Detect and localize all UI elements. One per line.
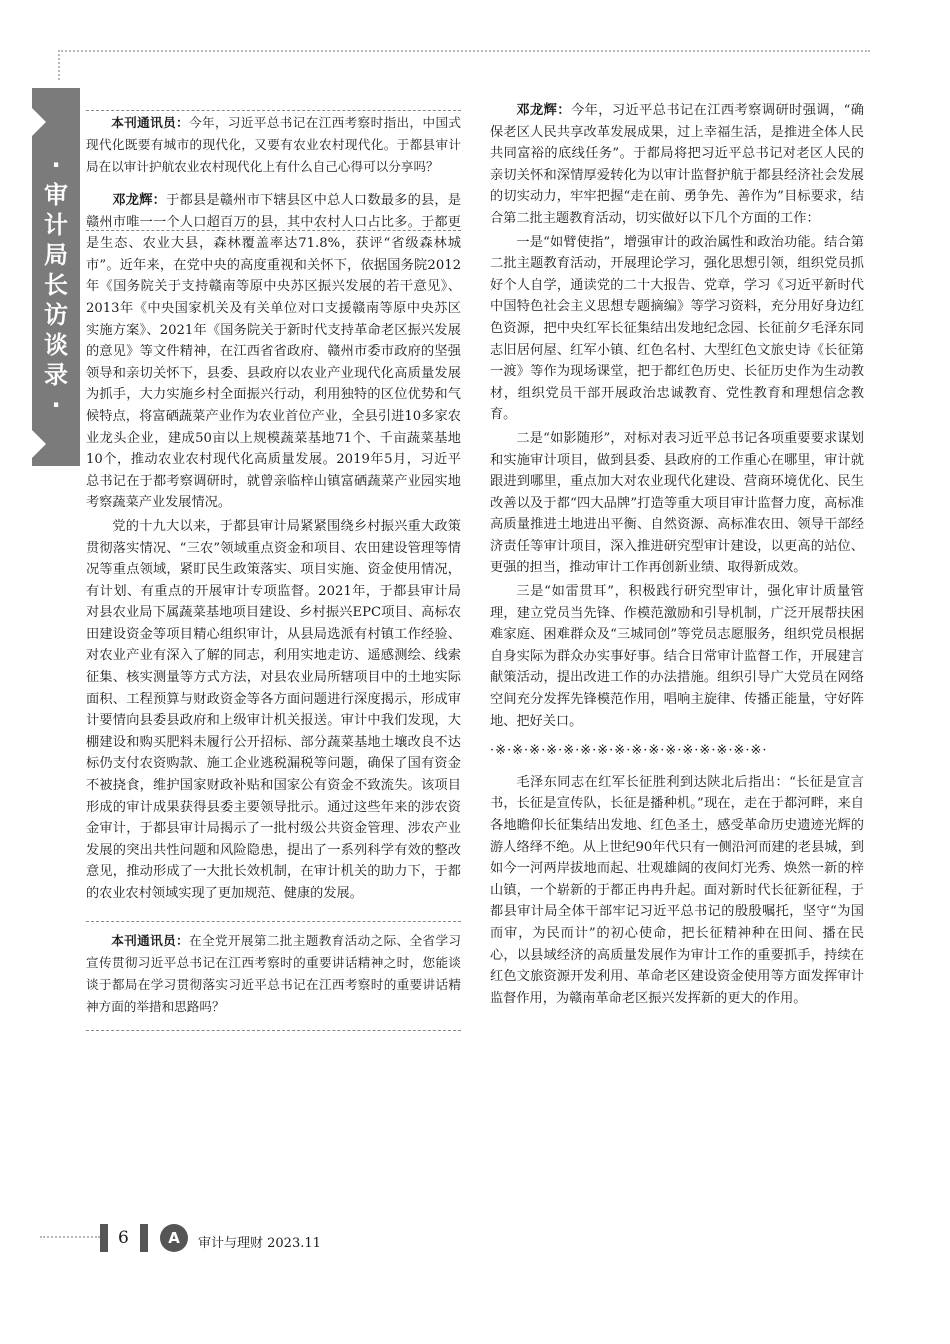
section-title-char: 审 (44, 181, 68, 209)
journal-logo-icon: A (160, 1224, 188, 1252)
question-rule-bottom (86, 230, 461, 231)
section-title-char: 长 (44, 271, 68, 299)
section-title-char: 录 (44, 361, 68, 389)
paragraph-text: 毛泽东同志在红军长征胜利到达陕北后指出：“长征是宣言书，长征是宣传队，长征是播种机。”现在，走在于都河畔，来自各地瞻仰长征集结出发地、红色圣土，感受革命历史遗迹光辉的游人络绎不绝。从上世纪90年代只有一侧沿河而建的老县城，到如今一河两岸拔地而起、壮观雄阔的夜间灯光秀、焕然一新的梓山镇，一个崭新的于都正冉冉升起。面对新时代长征新征程，于都县审计局全体干部牢记习近平总书记的殷殷嘱托，坚守“为国而审，为民而计”的初心使命，把长征精神种在田间、播在民心，以县域经济的高质量发展作为审计工作的重要抓手，持续在红色文旅资源开发利用、革命老区建设资金使用等方面发挥审计监督作用，为赣南革命老区振兴发挥新的更大的作用。 (490, 774, 864, 1006)
section-title-char: · (51, 151, 61, 179)
page-number-bracket-right (140, 1224, 148, 1252)
dotted-border-bottom (40, 1236, 100, 1238)
section-title (32, 150, 80, 420)
interviewer-question-1 (86, 112, 461, 178)
page-number-bracket-left (100, 1224, 108, 1252)
spacer (86, 907, 461, 921)
journal-title: 审计与理财 2023.11 (198, 1236, 321, 1251)
dotted-border-left (58, 50, 60, 80)
answer-paragraph (86, 190, 461, 514)
speaker-label: 本刊通讯员： (111, 932, 190, 948)
sidebar-notch-top (32, 108, 46, 136)
right-column (490, 100, 864, 1011)
sidebar-notch-bottom (32, 430, 46, 458)
left-column (86, 112, 461, 1031)
question-text: 今年，习近平总书记在江西考察时指出，中国式现代化既要有城市的现代化，又要有农业农村现代化。于都县审计局在以审计护航农业农村现代化上有什么自己心得可以分享吗？ (86, 115, 462, 174)
speaker-label: 邓龙辉： (112, 193, 167, 208)
answer-paragraph (490, 581, 864, 732)
question-text: 在全党开展第二批主题教育活动之际、全省学习宣传贯彻习近平总书记在江西考察时的重要讲话精神之时，您能谈谈于都局在学习贯彻落实习近平总书记在江西考察时的重要讲话精神方面的举措和思路吗？ (86, 932, 462, 1014)
paragraph-text: 今年，习近平总书记在江西考察调研时强调，“确保老区人民共享改革发展成果，过上幸福生活，是推进全体人民共同富裕的底线任务”。于都局将把习近平总书记对老区人民的亲切关怀和深情厚爱转化为以审计监督护航于都县经济社会发展的切实动力，牢牢把握“走在前、勇争先、善作为”目标要求，结合第二批主题教育活动，切实做好以下几个方面的工作： (490, 103, 864, 226)
question-rule-top (86, 110, 461, 111)
answer-paragraph (490, 428, 864, 579)
interviewer-question-2 (86, 930, 461, 1018)
section-title-char: 计 (44, 211, 68, 239)
answer-paragraph (86, 516, 461, 905)
question-rule-top-2 (86, 921, 461, 922)
answer-paragraph (490, 232, 864, 426)
page-footer (100, 1222, 460, 1256)
section-title-char: 局 (44, 241, 68, 269)
speaker-label: 本刊通讯员： (111, 115, 190, 130)
section-title-char: 谈 (44, 331, 68, 359)
section-title-char: 访 (44, 301, 68, 329)
closing-paragraph (490, 772, 864, 1010)
paragraph-text: 于都县是赣州市下辖县区中总人口数最多的县，是赣州市唯一一个人口超百万的县，其中农村人口占比多。于都更是生态、农业大县，森林覆盖率达71.8%，获评“省级森林城市”。近年来，在党中央的高度重视和关怀下，依据国务院2012年《国务院关于支持赣南等原中央苏区振兴发展的若干意见》、2013年《中央国家机关及有关单位对口支援赣南等原中央苏区实施方案》、2021年《国务院关于新时代支持革命老区振兴发展的意见》等文件精神，在江西省省政府、赣州市委市政府的坚强领导和亲切关怀下，县委、县政府以农业产业现代化高质量发展为抓手，大力实施乡村全面振兴行动，利用独特的区位优势和气候特点，将富硒蔬菜产业作为农业首位产业，全县引进10多家农业龙头企业，建成50亩以上规模蔬菜基地71个、千亩蔬菜基地10个，推动农业农村现代化高质量发展。2019年5月，习近平总书记在于都考察调研时，就曾亲临梓山镇富硒蔬菜产业园实地考察蔬菜产业发展情况。 (86, 193, 462, 511)
speaker-label: 邓龙辉： (516, 103, 571, 118)
question-rule-bottom-2 (86, 1030, 461, 1031)
section-separator: ·※·※·※·※·※·※·※·※·※·※·※·※·※·※·※·※· (490, 743, 768, 759)
paragraph-text: 一是“如臂使指”，增强审计的政治属性和政治功能。结合第二批主题教育活动，开展理论学习，强化思想引领，组织党员抓好个人自学，通读党的二十大报告、党章，学习《习近平新时代中国特色社会主义思想专题摘编》等学习资料，充分用好身边红色资源，把中央红军长征集结出发地纪念园、长征前夕毛泽东同志旧居何屋、红军小镇、红色名村、大型红色文旅史诗《长征第一渡》等作为现场课堂，把于都红色历史、长征历史作为生动教材，组织党员干部开展政治忠诚教育、党性教育和理想信念教育。 (490, 234, 864, 423)
section-title-char: · (51, 391, 61, 419)
dotted-border-top (58, 50, 870, 52)
answer-paragraph (490, 100, 864, 230)
paragraph-text: 党的十九大以来，于都县审计局紧紧围绕乡村振兴重大政策贯彻落实情况、“三农”领域重点资金和项目、农田建设管理等情况等重点领域，紧盯民生政策落实、项目实施、资金使用情况，有计划、有重点的开展审计专项监督。2021年，于都县审计局对县农业局下属蔬菜基地项目建设、乡村振兴EPC项目、高标农田建设资金等项目精心组织审计，从县局选派有村镇工作经验、对农业产业有深入了解的同志，利用实地走访、遥感测绘、线索征集、核实测量等方式方法，对县农业局所辖项目中的土地实际面积、工程预算与财政资金等各方面问题进行深度揭示，形成审计要情向县委县政府和上级审计机关报送。审计中我们发现，大棚建设和购买肥料未履行公开招标、部分蔬菜基地土壤改良不达标仍支付农资购款、施工企业逃税漏税等问题，确保了国有资金不被挠食，维护国家财政补贴和国家公有资金不致流失。该项目形成的审计成果获得县委主要领导批示。通过这些年来的涉农资金审计，于都县审计局揭示了一批村级公共资金管理、涉农产业发展的突出共性问题和风险隐患，提出了一系列科学有效的整改意见，推动形成了一大批长效机制，在审计机关的助力下，于都的农业农村领域实现了更加规范、健康的发展。 (86, 518, 461, 901)
paragraph-text: 二是“如影随形”，对标对表习近平总书记各项重要要求谋划和实施审计项目，做到县委、县政府的工作重心在哪里，审计就跟进到哪里，重点加大对农业现代化建设、营商环境优化、民生改善以及于都“四大品牌”打造等重大项目审计监督力度，高标准高质量推进土地进出平衡、自然资源、高标准农田、领导干部经济责任等审计项目，深入推进研究型审计建设，以更高的站位、更强的担当，推动审计工作再创新业绩、取得新成效。 (490, 430, 864, 576)
page-number: 6 (118, 1228, 129, 1248)
paragraph-text: 三是“如雷贯耳”，积极践行研究型审计，强化审计质量管理，建立党员当先锋、作模范激励和引导机制，广泛开展帮扶困难家庭、困难群众及“三城同创”等党员志愿服务，组织党员根据自身实际为群众办实事好事。结合日常审计监督工作，开展建言献策活动，提出改进工作的办法措施。组织引导广大党员在网络空间充分发挥先锋模范作用，唱响主旋律、传播正能量，守好阵地、把好关口。 (490, 584, 864, 729)
